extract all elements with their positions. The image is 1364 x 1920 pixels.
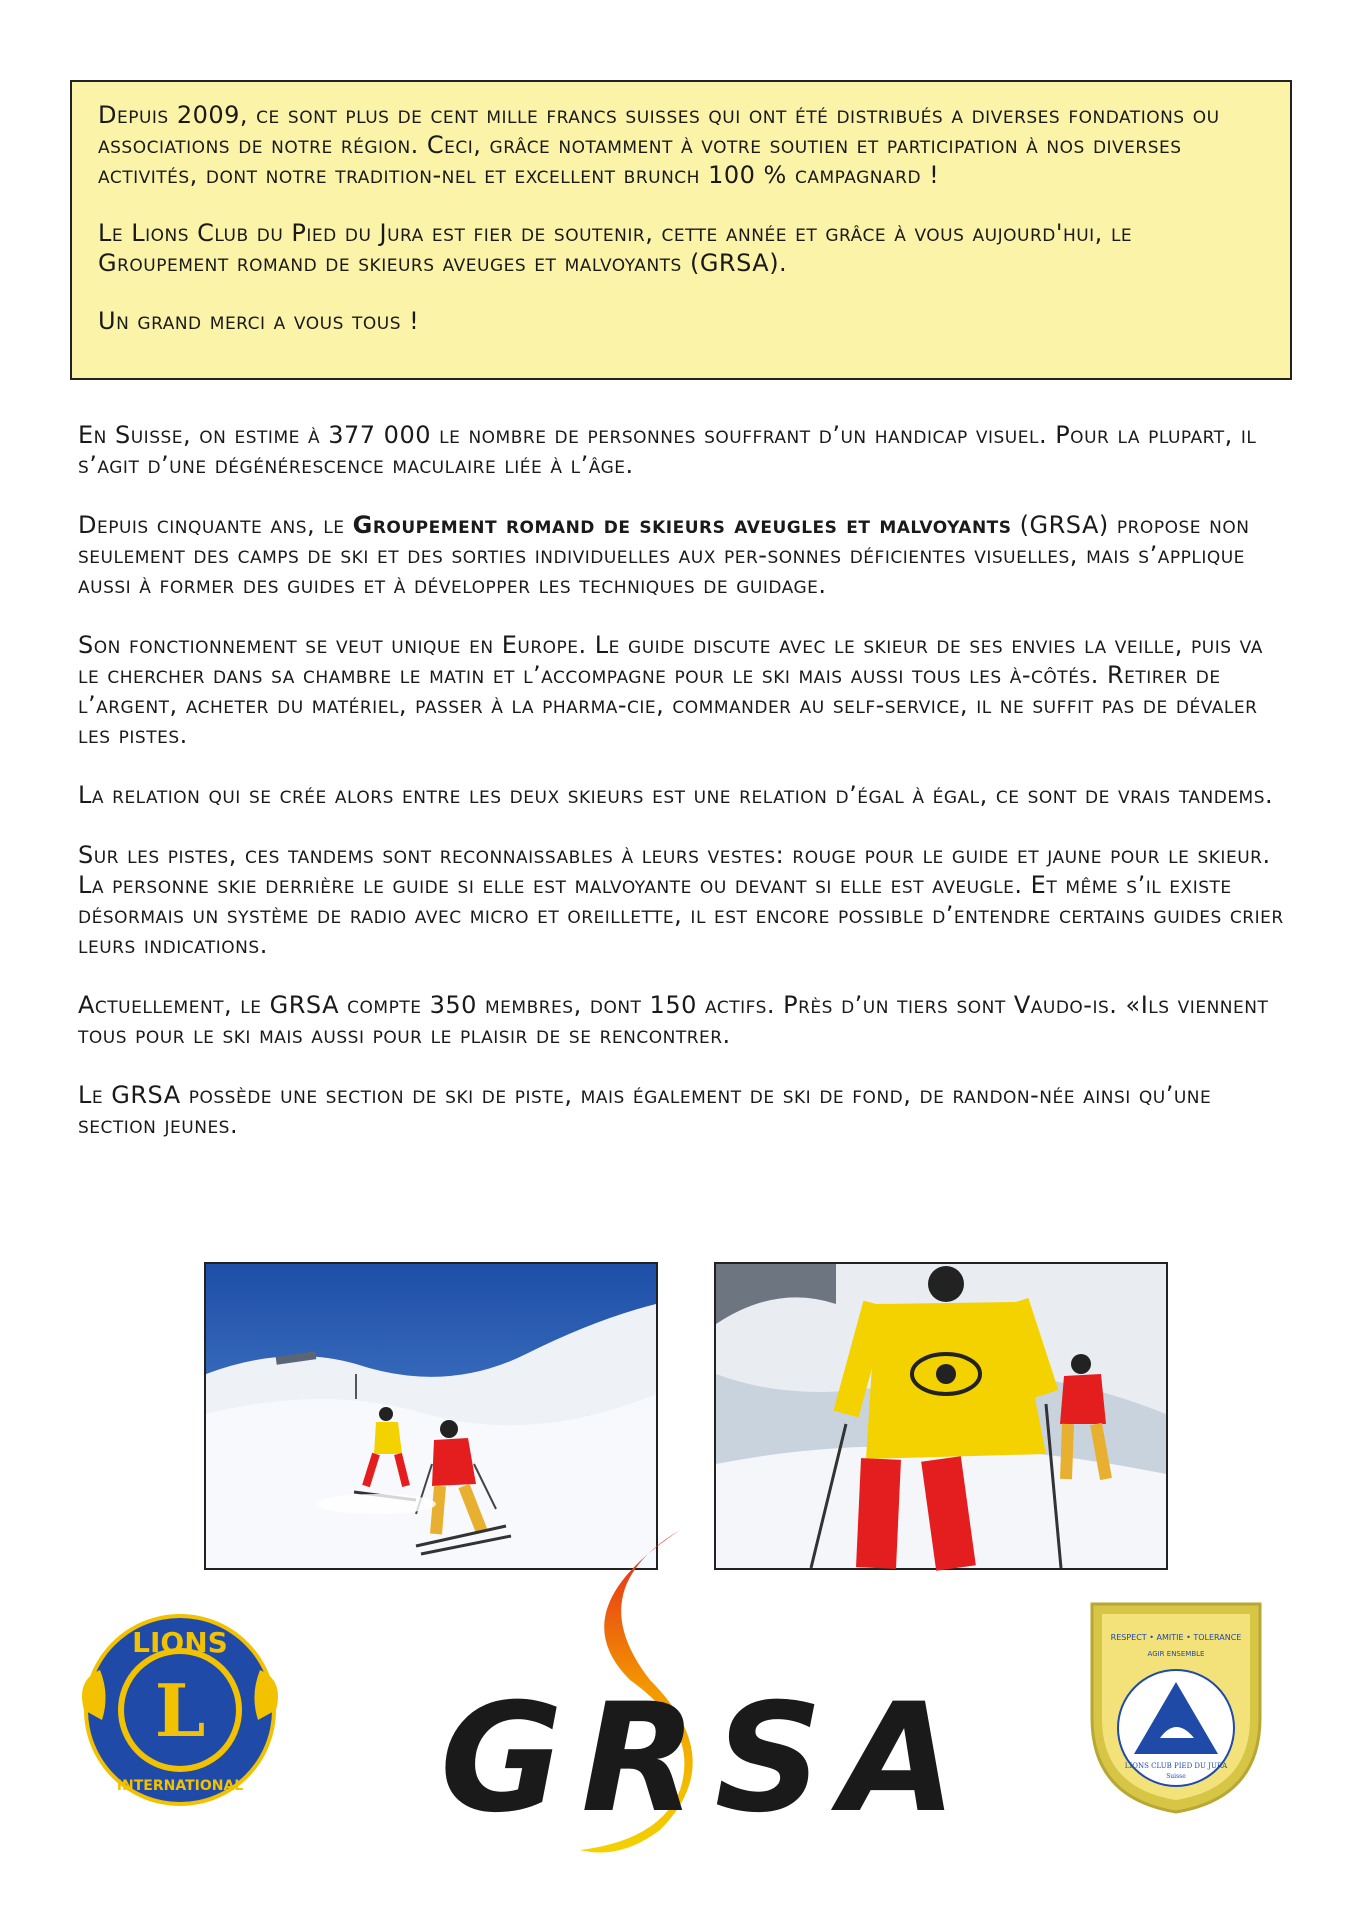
article-paragraph-2-end: (GRSA) propose non seulement des camps de ski et des sorties individuelles aux per-sonnes déficientes visuelles, mais s’applique aussi à former des guides et à développer les techniques de guidage. xyxy=(78,511,1250,599)
article-body xyxy=(78,420,1288,1170)
article-paragraph-5: Sur les pistes, ces tandems sont reconnaissables à leurs vestes: rouge pour le guide et jaune pour le skieur. La personne skie derrière le guide si elle est malvoyante ou devant si elle est aveugle. Et même s’il existe désormais un système de radio avec micro et oreillette, il est encore possible d’entendre certains guides crier leurs indications. xyxy=(78,841,1284,959)
lions-club-pied-du-jura-badge xyxy=(1086,1598,1266,1818)
article-paragraph-2-start: Depuis cinquante ans, le xyxy=(78,511,353,539)
badge-motto: RESPECT • AMITIE • TOLERANCE xyxy=(1110,1633,1242,1642)
grsa-logo xyxy=(430,1510,975,1870)
grsa-wordmark: GRSA xyxy=(440,1672,975,1846)
article-paragraph-2 xyxy=(78,510,1288,600)
intro-paragraph-3: Un grand merci a vous tous ! xyxy=(98,307,420,335)
intro-paragraph-1: Depuis 2009, ce sont plus de cent mille francs suisses qui ont été distribués a diverses fondations ou associations de notre région. Ceci, grâce notamment à votre soutien et participation à nos diverses activités, dont notre tradition-nel et excellent brunch 100 % campagnard ! xyxy=(98,101,1220,189)
badge-subtitle: AGIR ENSEMBLE xyxy=(1147,1650,1205,1658)
article-paragraph-4: La relation qui se crée alors entre les deux skieurs est une relation d’égal à égal, ce sont de vrais tandems. xyxy=(78,781,1274,809)
badge-country: Suisse xyxy=(1166,1773,1186,1780)
badge-club-name: LIONS CLUB PIED DU JURA xyxy=(1124,1762,1228,1770)
lions-international-logo xyxy=(70,1600,290,1820)
lions-bottom-label: INTERNATIONAL xyxy=(116,1778,244,1794)
lions-l-letter: L xyxy=(154,1668,206,1753)
article-paragraph-3: Son fonctionnement se veut unique en Europe. Le guide discute avec le skieur de ses envies la veille, puis va le chercher dans sa chambre le matin et l’accompagne pour le ski mais aussi tous les à-côtés. Retirer de l’argent, acheter du matériel, passer à la pharma-cie, commander au self-service, il ne suffit pas de dévaler les pistes. xyxy=(78,631,1263,749)
article-paragraph-6: Actuellement, le GRSA compte 350 membres, dont 150 actifs. Près d’un tiers sont Vaudo-is. «Ils viennent tous pour le ski mais aussi pour le plaisir de se rencontrer. xyxy=(78,991,1269,1049)
intro-box xyxy=(70,80,1292,380)
article-paragraph-7: Le GRSA possède une section de ski de piste, mais également de ski de fond, de randon-née ainsi qu’une section jeunes. xyxy=(78,1081,1212,1139)
lions-top-label: LIONS xyxy=(132,1626,228,1659)
grsa-full-name: Groupement romand de skieurs aveugles et malvoyants xyxy=(352,511,1012,539)
article-paragraph-1: En Suisse, on estime à 377 000 le nombre de personnes souffrant d’un handicap visuel. Pour la plupart, il s’agit d’une dégénérescence maculaire liée à l’âge. xyxy=(78,421,1257,479)
intro-paragraph-2: Le Lions Club du Pied du Jura est fier de soutenir, cette année et grâce à vous aujourd'hui, le Groupement romand de skieurs aveuges et malvoyants (GRSA). xyxy=(98,219,1133,277)
